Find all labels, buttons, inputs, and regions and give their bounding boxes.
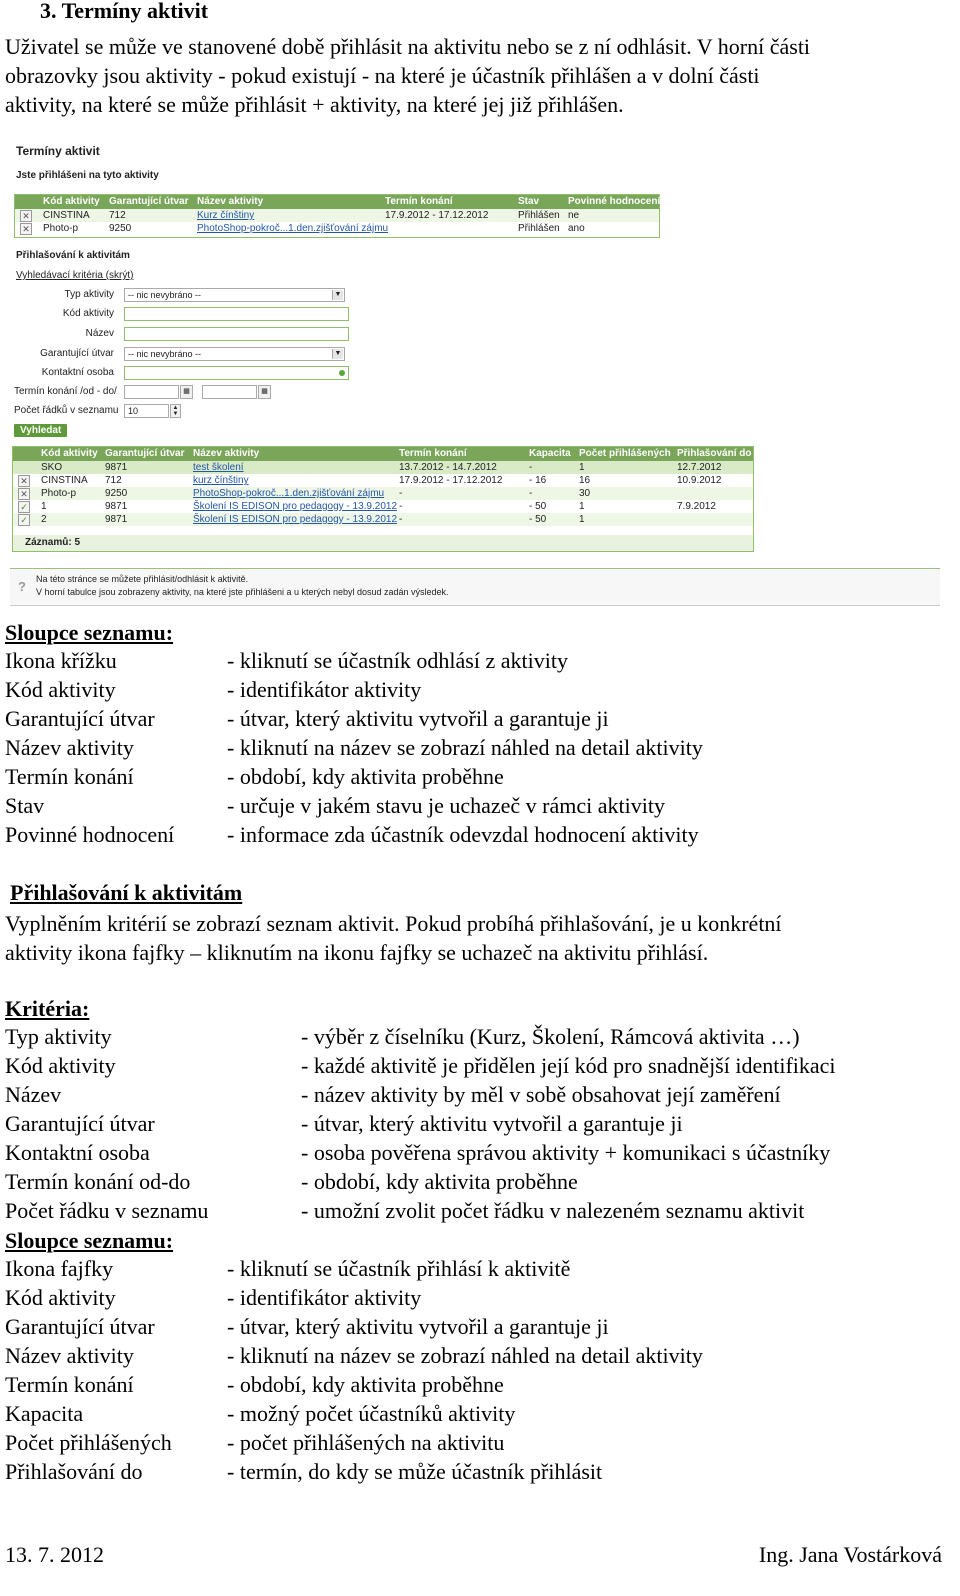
unsubscribe-cross-icon[interactable]: ✕ bbox=[20, 223, 32, 235]
cell-capacity: - 50 bbox=[529, 501, 547, 512]
table-footer bbox=[13, 535, 753, 551]
cell-until: 12.7.2012 bbox=[677, 462, 722, 473]
term-label: Kód aktivity bbox=[5, 677, 116, 702]
term-label: Termín konání od-do bbox=[5, 1169, 191, 1194]
term-description: - počet přihlášených na aktivitu bbox=[227, 1430, 505, 1455]
col-header: Počet přihlášených bbox=[579, 448, 671, 459]
definition-row bbox=[5, 1343, 945, 1372]
definition-row bbox=[5, 706, 945, 735]
signed-heading: Jste přihlášeni na tyto aktivity bbox=[16, 170, 159, 181]
definition-row bbox=[5, 1430, 945, 1459]
col-header: Termín konání bbox=[385, 196, 453, 207]
definition-row bbox=[5, 1082, 945, 1111]
calendar-icon[interactable]: ▦ bbox=[180, 385, 193, 399]
definition-row bbox=[5, 1401, 945, 1430]
definition-row bbox=[5, 764, 945, 793]
definition-row bbox=[5, 735, 945, 764]
col-header: Garantující útvar bbox=[105, 448, 185, 459]
term-label: Název aktivity bbox=[5, 735, 134, 760]
cell-code: CINSTINA bbox=[41, 475, 88, 486]
embedded-screenshot bbox=[10, 140, 950, 615]
table-row bbox=[13, 513, 753, 526]
cell-code: 2 bbox=[41, 514, 47, 525]
term-label: Termín konání bbox=[5, 1372, 134, 1397]
definition-row bbox=[5, 822, 945, 851]
name-input[interactable] bbox=[124, 327, 349, 341]
definition-row bbox=[5, 648, 945, 677]
activity-type-select[interactable]: -- nic nevybráno -- ▼ bbox=[124, 288, 345, 302]
cell-term: - bbox=[399, 488, 403, 499]
term-label: Garantující útvar bbox=[5, 1111, 155, 1136]
form-label: Typ aktivity bbox=[64, 289, 114, 300]
activity-link[interactable]: Kurz čínštiny bbox=[197, 210, 255, 221]
col-header: Kapacita bbox=[529, 448, 571, 459]
definition-row bbox=[5, 1285, 945, 1314]
intro-line-1: Uživatel se může ve stanovené době přihlásit na aktivitu nebo se z ní odhlásit. V horní části bbox=[5, 34, 811, 59]
term-label: Přihlašování do bbox=[5, 1459, 143, 1484]
spinner-arrows-icon[interactable]: ▲ ▼ bbox=[170, 404, 181, 418]
term-description: - identifikátor aktivity bbox=[227, 1285, 422, 1310]
cell-count: 16 bbox=[579, 475, 591, 486]
footer-date: 13. 7. 2012 bbox=[5, 1542, 104, 1567]
cross-icon[interactable]: ✕ bbox=[18, 475, 30, 487]
term-description: - informace zda účastník odevzdal hodnocení aktivity bbox=[227, 822, 699, 847]
cell-term: - bbox=[399, 514, 403, 525]
cell-count: 30 bbox=[579, 488, 591, 499]
table-row bbox=[15, 209, 659, 222]
cell-capacity: - bbox=[529, 488, 533, 499]
definition-row bbox=[5, 677, 945, 706]
form-label: Termín konání /od - do/ bbox=[14, 386, 117, 397]
cell-until: 7.9.2012 bbox=[677, 501, 716, 512]
term-description: - kliknutí na název se zobrazí náhled na detail aktivity bbox=[227, 735, 703, 760]
cell-unit: 9250 bbox=[109, 223, 132, 234]
signed-table-header bbox=[15, 195, 659, 209]
term-label: Garantující útvar bbox=[5, 1314, 155, 1339]
section-heading: 3. Termíny aktivit bbox=[40, 0, 209, 23]
term-label: Typ aktivity bbox=[5, 1024, 112, 1049]
term-description: - každé aktivitě je přidělen její kód pro snadnější identifikaci bbox=[301, 1053, 836, 1078]
footer-author: Ing. Jana Vostárková bbox=[758, 1542, 942, 1567]
info-line: Na této stránce se můžete přihlásit/odhlásit k aktivitě. bbox=[36, 574, 249, 584]
cell-term: 17.9.2012 - 17.12.2012 bbox=[399, 475, 503, 486]
chevron-down-icon: ▼ bbox=[332, 349, 343, 359]
term-label: Kód aktivity bbox=[5, 1285, 116, 1310]
cell-term: 17.9.2012 - 17.12.2012 bbox=[385, 210, 489, 221]
section-title: Přihlašování k aktivitám bbox=[10, 880, 243, 905]
form-label: Kód aktivity bbox=[62, 308, 114, 319]
cell-term: 13.7.2012 - 14.7.2012 bbox=[399, 462, 497, 473]
signup-heading: Přihlašování k aktivitám bbox=[16, 250, 130, 261]
cell-unit: 9871 bbox=[105, 462, 128, 473]
term-description: - útvar, který aktivitu vytvořil a garantuje ji bbox=[227, 1314, 609, 1339]
term-label: Termín konání bbox=[5, 764, 134, 789]
section-title: Sloupce seznamu: bbox=[5, 1228, 174, 1253]
unsubscribe-cross-icon[interactable]: ✕ bbox=[20, 210, 32, 222]
definition-row bbox=[5, 1169, 945, 1198]
chevron-down-icon: ▼ bbox=[332, 290, 343, 300]
cell-unit: 9871 bbox=[105, 501, 128, 512]
status-dot-icon bbox=[339, 370, 345, 376]
term-description: - útvar, který aktivitu vytvořil a garantuje ji bbox=[227, 706, 609, 731]
term-description: - útvar, který aktivitu vytvořil a garantuje ji bbox=[301, 1111, 683, 1136]
term-description: - určuje v jakém stavu je uchazeč v rámci aktivity bbox=[227, 793, 665, 818]
col-header: Kód aktivity bbox=[43, 196, 100, 207]
term-label: Počet přihlášených bbox=[5, 1430, 172, 1455]
activity-link[interactable]: Školení IS EDISON pro pedagogy - 13.9.2012 bbox=[193, 514, 398, 525]
question-icon: ? bbox=[18, 579, 26, 594]
col-header: Stav bbox=[518, 196, 540, 207]
col-header: Název aktivity bbox=[197, 196, 264, 207]
definition-row bbox=[5, 1053, 945, 1082]
form-label: Název bbox=[85, 328, 114, 339]
form-label: Garantující útvar bbox=[40, 348, 114, 359]
term-description: - identifikátor aktivity bbox=[227, 677, 422, 702]
paragraph-line: Vyplněním kritérií se zobrazí seznam aktivit. Pokud probíhá přihlašování, je u konkrétní bbox=[5, 911, 782, 936]
term-description: - název aktivity by měl v sobě obsahovat její zaměření bbox=[301, 1082, 781, 1107]
paragraph-line: aktivity ikona fajfky – kliknutím na ikonu fajfky se uchazeč na aktivitu přihlásí. bbox=[5, 940, 709, 965]
intro-line-3: aktivity, na které se může přihlásit + aktivity, na které jej již přihlášen. bbox=[5, 92, 624, 117]
col-header: Garantující útvar bbox=[109, 196, 189, 207]
col-header: Kód aktivity bbox=[41, 448, 98, 459]
term-description: - období, kdy aktivita proběhne bbox=[227, 1372, 504, 1397]
signed-table bbox=[14, 194, 660, 238]
term-label: Název bbox=[5, 1082, 62, 1107]
cell-unit: 712 bbox=[109, 210, 126, 221]
definition-row bbox=[5, 793, 945, 822]
records-count: Záznamů: 5 bbox=[25, 537, 81, 548]
definition-row bbox=[5, 1372, 945, 1401]
date-to-input[interactable] bbox=[202, 385, 257, 399]
definition-row bbox=[5, 1198, 945, 1227]
cell-until: 10.9.2012 bbox=[677, 475, 722, 486]
form-label: Kontaktní osoba bbox=[41, 367, 114, 378]
date-from-input[interactable] bbox=[124, 385, 179, 399]
col-header: Název aktivity bbox=[193, 448, 260, 459]
cell-capacity: - 50 bbox=[529, 514, 547, 525]
cell-term: - bbox=[399, 501, 403, 512]
term-description: - možný počet účastníků aktivity bbox=[227, 1401, 516, 1426]
term-label: Ikona fajfky bbox=[5, 1256, 114, 1281]
available-table-header bbox=[13, 447, 753, 461]
definition-row bbox=[5, 1111, 945, 1140]
activity-link[interactable]: kurz čínštiny bbox=[193, 475, 249, 486]
term-label: Povinné hodnocení bbox=[5, 822, 175, 847]
cell-count: 1 bbox=[579, 462, 585, 473]
term-description: - umožní zvolit počet řádku v nalezeném seznamu aktivit bbox=[301, 1198, 805, 1223]
definition-row bbox=[5, 1314, 945, 1343]
activity-link[interactable]: PhotoShop-pokroč...1.den.zjišťování zájmu bbox=[193, 488, 385, 499]
term-description: - kliknutí na název se zobrazí náhled na detail aktivity bbox=[227, 1343, 703, 1368]
search-button[interactable]: Vyhledat bbox=[14, 424, 67, 437]
checkmark-icon[interactable]: ✓ bbox=[18, 514, 30, 526]
cell-unit: 9871 bbox=[105, 514, 128, 525]
term-description: - výběr z číselníku (Kurz, Školení, Rámcová aktivita …) bbox=[301, 1024, 800, 1049]
criteria-toggle-link[interactable]: Vyhledávací kritéria (skrýt) bbox=[16, 270, 134, 281]
definition-row bbox=[5, 1140, 945, 1169]
cell-capacity: - bbox=[529, 462, 533, 473]
term-description: - osoba pověřena správou aktivity + komunikaci s účastníky bbox=[301, 1140, 831, 1165]
term-description: - kliknutí se účastník odhlásí z aktivity bbox=[227, 648, 568, 673]
term-label: Kontaktní osoba bbox=[5, 1140, 150, 1165]
term-label: Název aktivity bbox=[5, 1343, 134, 1368]
term-description: - kliknutí se účastník přihlásí k aktivitě bbox=[227, 1256, 571, 1281]
table-row bbox=[15, 222, 659, 235]
unit-select[interactable]: -- nic nevybráno -- ▼ bbox=[124, 347, 345, 361]
table-row bbox=[13, 461, 753, 474]
table-row bbox=[13, 487, 753, 500]
contact-person-input[interactable] bbox=[124, 366, 349, 380]
intro-line-2: obrazovky jsou aktivity - pokud existují - na které je účastník přihlášen a v dolní části bbox=[5, 63, 760, 88]
cell-code: 1 bbox=[41, 501, 47, 512]
col-header: Termín konání bbox=[399, 448, 467, 459]
term-label: Počet řádku v seznamu bbox=[5, 1198, 209, 1223]
cell-code: Photo-p bbox=[43, 223, 79, 234]
term-description: - termín, do kdy se může účastník přihlásit bbox=[227, 1459, 603, 1484]
info-line: V horní tabulce jsou zobrazeny aktivity, na které jste přihlášeni a u kterých nebyl dosud zadán výsledek. bbox=[36, 587, 449, 597]
rows-count-input[interactable]: 10 bbox=[124, 404, 169, 418]
term-description: - období, kdy aktivita proběhne bbox=[301, 1169, 578, 1194]
cell-count: 1 bbox=[579, 501, 585, 512]
available-table bbox=[12, 446, 754, 552]
cell-code: SKO bbox=[41, 462, 63, 473]
term-label: Kód aktivity bbox=[5, 1053, 116, 1078]
term-label: Ikona křížku bbox=[5, 648, 117, 673]
col-header: Povinné hodnocení bbox=[568, 196, 661, 207]
form-label: Počet řádků v seznamu bbox=[14, 405, 119, 416]
term-label: Stav bbox=[5, 793, 45, 818]
definition-row bbox=[5, 1024, 945, 1053]
cell-state: Přihlášen bbox=[518, 223, 560, 234]
term-label: Garantující útvar bbox=[5, 706, 155, 731]
activity-link[interactable]: PhotoShop-pokroč...1.den.zjišťování zájmu bbox=[197, 223, 389, 234]
cell-unit: 9250 bbox=[105, 488, 128, 499]
checkmark-icon[interactable]: ✓ bbox=[18, 501, 30, 513]
definition-row bbox=[5, 1256, 945, 1285]
cross-icon[interactable]: ✕ bbox=[18, 488, 30, 500]
cell-code: CINSTINA bbox=[43, 210, 90, 221]
activity-link[interactable]: test školení bbox=[193, 462, 244, 473]
cell-eval: ano bbox=[568, 223, 585, 234]
cell-code: Photo-p bbox=[41, 488, 77, 499]
calendar-icon[interactable]: ▦ bbox=[258, 385, 271, 399]
activity-link[interactable]: Školení IS EDISON pro pedagogy - 13.9.2012 bbox=[193, 501, 398, 512]
term-description: - období, kdy aktivita proběhne bbox=[227, 764, 504, 789]
term-label: Kapacita bbox=[5, 1401, 84, 1426]
section-title: Kritéria: bbox=[5, 996, 90, 1021]
shot-title: Termíny aktivit bbox=[16, 144, 100, 158]
cell-state: Přihlášen bbox=[518, 210, 560, 221]
cell-capacity: - 16 bbox=[529, 475, 547, 486]
cell-eval: ne bbox=[568, 210, 580, 221]
cell-unit: 712 bbox=[105, 475, 122, 486]
table-row bbox=[13, 500, 753, 513]
info-box bbox=[10, 568, 940, 606]
cell-count: 1 bbox=[579, 514, 585, 525]
definition-row bbox=[5, 1459, 945, 1488]
activity-code-input[interactable] bbox=[124, 307, 349, 321]
col-header: Přihlašování do bbox=[677, 448, 752, 459]
section-title: Sloupce seznamu: bbox=[5, 620, 174, 645]
table-row bbox=[13, 474, 753, 487]
